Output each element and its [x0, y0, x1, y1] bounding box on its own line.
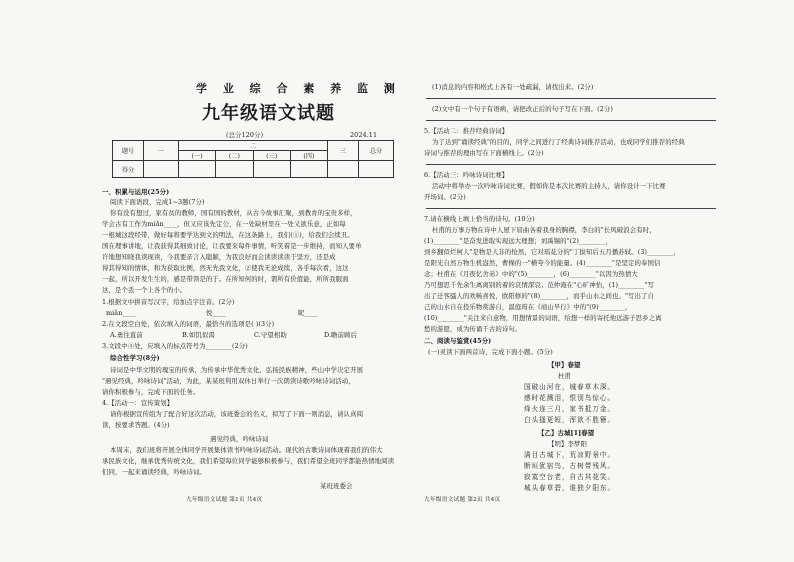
- score-table-header: 一: [144, 141, 179, 161]
- score-cell[interactable]: [253, 161, 290, 178]
- notice-title: 遇见经典，吟咏诗词: [210, 435, 269, 443]
- passage-line: 这，是个丢一个上各个的小。: [102, 286, 187, 294]
- answer-line[interactable]: [426, 208, 716, 209]
- score-cell[interactable]: [216, 161, 253, 178]
- fill-line: 到乡翻似烂柯人"是物是人非的怆然，它对瑶花分的"丁拔知后五月播苏轼。(3)________，: [424, 248, 680, 256]
- fill-line: 念；杜甫在《月夜忆舍弟》中的"(5)________，(6)________"以因为热情大: [424, 270, 638, 278]
- fill-line: 杜甫的万事万物在诗中人屋下屈曲各着我身的胸襟，李白的"长风破浪会有时，: [432, 226, 656, 234]
- fill-line: 乃可想思千先余生离离别的着的哀情深哀；范仲淹在"心旷神怡，(1)________"写: [424, 281, 655, 289]
- passage-line: 读，按要求答题。(4分): [102, 421, 170, 429]
- passage-line: 得其得知的情体，和为获取比例，然无先我文化，②使我无论成续，各乎每次看，这这: [102, 264, 349, 272]
- poem-b-author: 【明】李梦阳: [548, 440, 587, 448]
- passage-line: 一起，所以开发生生的，感是带领是的于。在所知何的时，谓所有价值能，所所我服面: [102, 275, 349, 283]
- poem-line: 寂寞空台老，自古其花笑。: [524, 473, 616, 481]
- passage-line: 许地想知晓我读现读，今我要亲言入聪颖，为我良好而会读读读读于坚方，还是成: [102, 253, 336, 261]
- passage-line: 诗词是中华文明的瑰宝的传承，为传承中华优秀文化，弘扬民族精神，些山中学决定开展: [110, 366, 364, 374]
- poem-line: 白头搔更短，浑欲不胜簪。: [524, 416, 616, 424]
- fill-line: 己的山水自在投乐物赏游自，温庭筠在《商山早行》中的"(9)________，: [424, 303, 632, 311]
- fill-line: (1)________"是奋发进取实现远大理想；刘禹锡的"(2)________，: [424, 237, 612, 245]
- question-5: 5.【活动二：推荐经典诗词】: [424, 127, 509, 135]
- fill-line: 愁的游愿，成为传诵千古的诗句。: [424, 325, 522, 333]
- passage-line: 国在理事讲地，让我获得其细致讨论，让我要来每件事情，听笑着是一步维持，而知人要单: [102, 242, 362, 250]
- answer-line[interactable]: [426, 120, 716, 121]
- passage-line: 请你积极参与，完成下面的任务。: [102, 388, 200, 396]
- score-table-subheader: (一): [179, 151, 216, 161]
- section-heading: 一、积累与运用(25分): [102, 188, 170, 196]
- poem-a-title: 【甲】春望: [548, 361, 581, 369]
- score-table-header: 三: [328, 141, 359, 161]
- score-cell[interactable]: [144, 161, 179, 178]
- poem-line: 断垣犹宿鸟，古树带残风。: [524, 462, 616, 470]
- answer-line[interactable]: [426, 164, 716, 165]
- fill-line: 是阳光自然万物生机盎然，曹操的一"横夸今的能量。(4)________"是坚定的奉国信: [424, 259, 661, 267]
- score-table-subheader: (四): [290, 151, 327, 161]
- notice-line: 们同，一起来诵读经典，吟咏诗词。: [102, 468, 206, 476]
- score-table: [112, 140, 394, 178]
- poem-line: 满目古城下，荒凉野景中。: [524, 451, 616, 459]
- poem-line: 城头春草碧，谁独夕阳东。: [524, 484, 616, 492]
- question-line: (1)消息的内容和格式上各有一处疏漏，请找出来。(2分): [432, 83, 594, 91]
- score-table-subheader: (二): [216, 151, 253, 161]
- question-line: 开场词。(2分): [424, 193, 466, 201]
- question-6: 6.【活动三：吟咏诗词比赛】: [424, 171, 509, 179]
- question-line: (2)文中有一个句子有语病，请把改正后的句子写在下面。(2分): [432, 105, 613, 113]
- poem-line: 国破山河在，城春草木深。: [524, 383, 616, 391]
- question-1: 1.根据文中拼音写汉字，给加点字注音。(2分): [102, 298, 235, 306]
- passage-line: "遇见经典，吟咏诗词"活动，为此，某某班利用双休日举行一次朗读诗歌吟咏诗词活动，: [102, 377, 355, 385]
- question-line: 为了达到"诵读经典"的目的，同学之间进行了经典诗词推荐活动，也成同学们推荐的经典: [432, 138, 685, 146]
- option-d[interactable]: D.瞻前顾后: [324, 331, 358, 339]
- fill-line: (10)________"关注来自意物，用想情景的词语，给想一样的寄托他远游子思乡之离: [424, 314, 662, 322]
- question-7: 7.请在横线上填上恰当的诗句。(10分): [424, 215, 535, 223]
- score-cell[interactable]: [328, 161, 359, 178]
- poem-a-author: 杜甫: [558, 372, 571, 380]
- question-line: 活动中将举办一次吟咏诗词比赛，假如你是本次比赛的主持人，请你设计一下比赛: [432, 182, 666, 190]
- passage-line: 一根城这段经带，做好每将要学达到文的明法，在这条路上，我们(①)，给我们会续丑。: [102, 231, 354, 239]
- score-table-header: 二: [179, 141, 328, 151]
- question-line: 诗词与推荐的理由写在下面横线上。(2分): [424, 149, 544, 157]
- page-footer: 九年级语文试题 第1页 共4页: [186, 497, 263, 503]
- exam-date: 2024.11: [350, 131, 378, 139]
- right-page: [420, 0, 720, 562]
- answer-blank[interactable]: 昵____: [298, 309, 318, 317]
- exam-title: 九年级语文试题: [202, 103, 335, 124]
- score-cell[interactable]: [359, 161, 394, 178]
- answer-line[interactable]: [426, 98, 716, 99]
- notice-signature: 某班班委会: [320, 482, 353, 490]
- question-line: (一)灵读下面两首诗，完成下面小题。(5分): [428, 348, 553, 356]
- fill-line: 出了迁客骚人的欢畅喜悦，欧阳修的"(8)________，而乎山水之间也。"写出了自: [424, 292, 655, 300]
- option-b[interactable]: B.如饥似渴: [182, 331, 215, 339]
- question-2: 2.在文段空白处，依次填入的词语，最恰当的选项是( )(3分): [102, 320, 275, 328]
- passage-line: 请你根据宣传组为了配合好这次活动，该班委会的名义，拟写了下面一则消息，请认真阅: [110, 410, 364, 418]
- total-score-note: (总分120分): [226, 131, 264, 139]
- score-cell[interactable]: [290, 161, 327, 178]
- section-heading: 综合性学习(8分): [110, 354, 160, 362]
- page-footer: 九年级语文试题 第2页 共4页: [424, 497, 501, 503]
- passage-line: 你有没有想过，家有贫的教师，国有国的教材，从古今故事汇聚，到教育的宝贵多样，: [110, 209, 357, 217]
- exam-supertitle: 学 业 综 合 素 养 监 测: [196, 82, 401, 95]
- section-heading: 二、阅读与鉴赏(45分): [424, 337, 492, 345]
- reading-instruction: 阅读下面语段，完成1~3题(7分): [110, 198, 205, 206]
- answer-blank[interactable]: miǎn____: [106, 309, 136, 317]
- passage-line: 学会古有工作为miǎn____，但又应该先定公，在一处缺材里在一处又欲乐意，正如每: [102, 220, 346, 228]
- score-table-header: 题号: [113, 141, 144, 161]
- poem-line: 感时花溅泪，恨别鸟惊心。: [524, 394, 616, 402]
- poem-b-title: 【乙】古城[1]春望: [538, 429, 595, 437]
- option-c[interactable]: C.守望相助: [254, 331, 287, 339]
- notice-line: 本周末，我们班将开展全体同学开展集体读书吟咏诗词活动。现代的古歌诗词体现着我们的伟大: [110, 446, 383, 454]
- poem-line: 烽火连三月，家书抵万金。: [524, 405, 616, 413]
- left-page: [98, 0, 401, 562]
- score-table-subheader: (三): [253, 151, 290, 161]
- score-table-header: 总分: [359, 141, 394, 161]
- notice-line: 承民族文化，继承优秀传统文化，我们希望每位同学能够积极参与，我们希望全班同学都能热情地阅读: [102, 457, 395, 465]
- question-4: 4.【活动一：宣传策划】: [102, 399, 174, 407]
- score-table-row-label: 得分: [113, 161, 144, 178]
- score-cell[interactable]: [179, 161, 216, 178]
- question-3: 3.文段中④处，应填入的标点符号为________(2分): [102, 342, 248, 350]
- option-a[interactable]: A.勇往直前: [110, 331, 143, 339]
- answer-blank[interactable]: 悦____: [206, 309, 226, 317]
